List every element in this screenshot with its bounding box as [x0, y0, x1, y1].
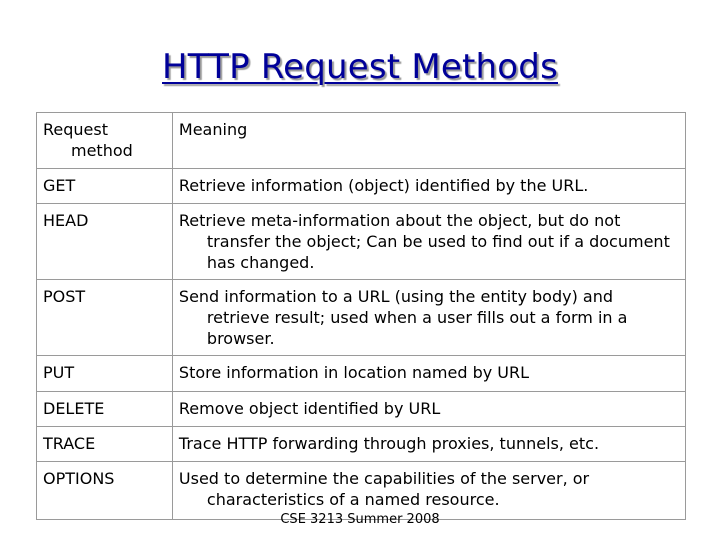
meaning-cell [172, 169, 685, 204]
method-name: DELETE [43, 399, 105, 418]
meaning-cell [172, 356, 685, 392]
header-method-cell [37, 113, 173, 169]
header-meaning-cell [172, 113, 685, 169]
table-row-head [37, 204, 686, 280]
method-cell [37, 280, 173, 356]
method-name: GET [43, 176, 76, 195]
meaning-cell [172, 427, 685, 462]
method-meaning: Trace HTTP forwarding through proxies, tunnels, etc. [178, 434, 600, 453]
method-name: HEAD [43, 211, 89, 230]
table-row-trace [37, 427, 686, 462]
method-name: TRACE [43, 434, 96, 453]
meaning-cell [172, 204, 685, 280]
method-meaning: Send information to a URL (using the entity body) and retrieve result; used when a user fills out a form in a browser. [178, 287, 628, 348]
table-row-put [37, 356, 686, 392]
meaning-cell [172, 280, 685, 356]
meaning-cell [172, 392, 685, 427]
method-meaning: Retrieve meta-information about the object, but do not transfer the object; Can be used to find out if a document has changed. [178, 211, 670, 272]
method-meaning: Retrieve information (object) identified by the URL. [178, 176, 589, 195]
method-name: PUT [43, 363, 75, 382]
method-meaning: Used to determine the capabilities of the server, or characteristics of a named resource. [178, 469, 590, 509]
table-header-row [37, 113, 686, 169]
header-meaning-label: Meaning [178, 120, 248, 139]
header-method-label: Request method [43, 120, 133, 160]
table-row-delete [37, 392, 686, 427]
method-meaning: Store information in location named by URL [178, 363, 530, 382]
method-name: POST [43, 287, 86, 306]
method-name: OPTIONS [43, 469, 115, 488]
method-cell [37, 356, 173, 392]
method-cell [37, 169, 173, 204]
method-meaning: Remove object identified by URL [178, 399, 441, 418]
slide-title: HTTP Request Methods [162, 47, 558, 87]
slide-footer: CSE 3213 Summer 2008 [280, 512, 440, 527]
table-row-get [37, 169, 686, 204]
method-cell [37, 204, 173, 280]
http-methods-table [36, 112, 686, 520]
method-cell [37, 392, 173, 427]
table-row-post [37, 280, 686, 356]
method-cell [37, 427, 173, 462]
